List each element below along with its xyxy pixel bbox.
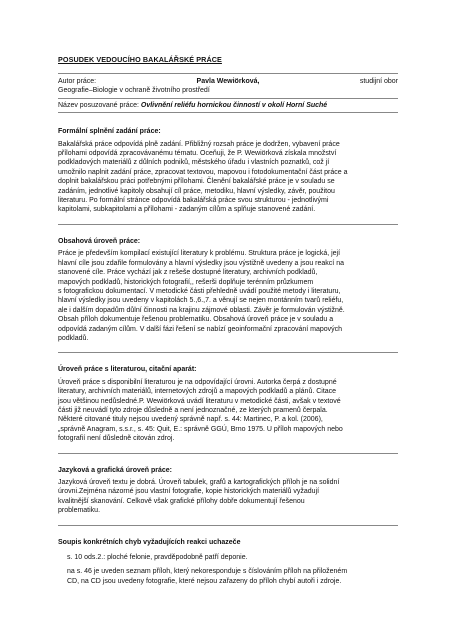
- paragraph-line: Některé citované tituly nejsou uvedený správně např. s. 44: Martinec, P. a kol. (2006),: [58, 416, 323, 424]
- review-section: [58, 353, 398, 452]
- field-of-study: Geografie–Biologie v ochraně životního prostředí: [58, 87, 210, 95]
- paragraph-line: kapitolami, subkapitolami a přílohami - zadaným cílům a splňuje stanovené zadání.: [58, 206, 316, 214]
- paragraph-line: literaturu. Po formální stránce odpovídá bakalářská práce svou strukturou - jednotlivými: [58, 197, 329, 205]
- paragraph-line: přílohami odpovídá zpracovávanému tématu. Oceňuji, že P. Wewiörková získala množství: [58, 150, 337, 158]
- paragraph-line: Práce je především kompilací existující literatury k problému. Struktura práce je logická, její: [58, 250, 341, 258]
- paragraph-line: problematiku.: [58, 507, 101, 515]
- error-item-line: CD, na CD jsou uvedeny fotografie, které nejsou zařazeny do příloh chybí autoři i zdroje.: [67, 577, 342, 585]
- paragraph-line: stanovené cíle. Práce vychází jak z rešeše dostupné literatury, archivních podkladů,: [58, 269, 318, 277]
- thesis-label: Název posuzované práce:: [58, 101, 139, 109]
- errors-section: [58, 526, 398, 601]
- paragraph-line: zadáním, jednotlivé kapitoly obsahují cíl práce, metodiku, hlavní výsledky, závěr, použitou: [58, 187, 335, 195]
- paragraph-line: podkladů.: [58, 334, 89, 342]
- paragraph-line: mapových podkladů, historických fotografií,, rešerši doplňuje terénním průzkumem: [58, 278, 314, 286]
- paragraph-line: ale i dalším dopadům důlní činnosti na krajinu zájmové oblasti. Závěr je formulován výstižně.: [58, 306, 345, 314]
- thesis-title: Ovlivnění reliéfu hornickou činností v okolí Horní Suché: [140, 101, 328, 109]
- review-sections: [58, 113, 398, 600]
- paragraph-line: části již neuvádí tyto zdroje důsledně a není jednoznačné, ze kterých pramenů čerpala.: [58, 406, 328, 414]
- paragraph-line: „správně Anagram, s.s.r., s. 45: Quit, E.: správně GGÚ, Brno 1975. U příloh mapových nebo: [58, 425, 343, 433]
- review-section: [58, 113, 398, 224]
- section-heading: Obsahová úroveň práce:: [58, 237, 141, 245]
- review-section: [58, 225, 398, 352]
- paragraph-line: umožnilo naplnit zadání práce, zpracovat textovou, mapovou i fotodokumentační část práce a: [58, 168, 348, 176]
- paragraph-line: odpovídá zadaným cílům. V další fázi řešení se nabízí geoinformační zpracování mapových: [58, 325, 343, 333]
- paragraph-line: hlavní výsledky jsou uvedeny v kapitolách 5.,6.,7. a věnují se nejen montánním tvarů reliéfu,: [58, 297, 344, 305]
- meta-block: [58, 73, 398, 113]
- paragraph-line: Úroveň práce s disponibilní literaturou je na odpovídající úrovni. Autorka čerpá z dostupné: [58, 378, 337, 386]
- review-section: [58, 454, 398, 525]
- error-item: [58, 553, 398, 562]
- paragraph-line: doplnit bakalářskou práci potřebnými přílohami. Členění bakalářské práce je v souladu se: [58, 178, 335, 186]
- author-status: studijní obor: [359, 78, 398, 85]
- error-item: [58, 567, 398, 586]
- paragraph-line: s fotografickou dokumentací. V metodické části přehledně uvádí použité metody i literaturu,: [58, 287, 341, 295]
- paragraph-line: úrovni.Zejména názorné jsou vlastní fotografie, kopie historických materiálů vyžadují: [58, 488, 320, 496]
- section-heading: Jazyková a grafická úroveň práce:: [58, 466, 173, 474]
- document-title: POSUDEK VEDOUCÍHO BAKALÁŘSKÉ PRÁCE: [58, 55, 222, 64]
- paragraph-line: Obsah příloh dokumentuje řešenou problematiku. Obsahová úroveň práce je v souladu a: [58, 316, 334, 324]
- paragraph-line: podkladových materiálů z důlních podniků, městského úřadu i vlastních poznatků, což jí: [58, 159, 330, 167]
- section-heading: Úroveň práce s literaturou, citační aparát:: [58, 366, 197, 374]
- paragraph-line: Bakalářská práce odpovídá plně zadání. Přibližný rozsah práce je dodržen, vybavení práce: [58, 140, 340, 148]
- author-name: Pavla Wewiörková,: [196, 78, 260, 85]
- paragraph-line: hlavní cíle jsou zdařile formulovány a hlavní výsledky jsou výstižně uvedeny a jsou reakcí na: [58, 259, 344, 267]
- author-row: [58, 74, 398, 86]
- paragraph-line: fotografií není důsledně citován zdroj.: [58, 435, 175, 443]
- paragraph-line: literatury, archivních materiálů, internetových zdrojů a mapových podkladů a plánů. Citace: [58, 388, 337, 396]
- error-item-line: s. 10 ods.2.: ploché felonie, pravděpodobně patří deponie.: [67, 554, 248, 562]
- paragraph-line: Jazyková úroveň textu je dobrá. Úroveň tabulek, grafů a kartografických příloh je na solidní: [58, 479, 340, 486]
- thesis-row: [58, 99, 398, 112]
- section-heading: Soupis konkrétních chyb vyžadujících reakci uchazeče: [58, 538, 241, 546]
- paragraph-line: kvalitnější skanování. Celkově však grafické přílohy dobře dokumentují řešenou: [58, 497, 305, 505]
- section-heading: Formální splnění zadání práce:: [58, 128, 161, 136]
- author-label: Autor práce:: [58, 78, 97, 85]
- paragraph-line: jsou většinou nedůsledné.P. Wewiörková uvádí literaturu v metodické části, avšak v textové: [58, 397, 341, 405]
- error-item-line: na s. 46 je uveden seznam příloh, který nekoresponduje s číslováním příloh na přiloženém: [67, 568, 348, 576]
